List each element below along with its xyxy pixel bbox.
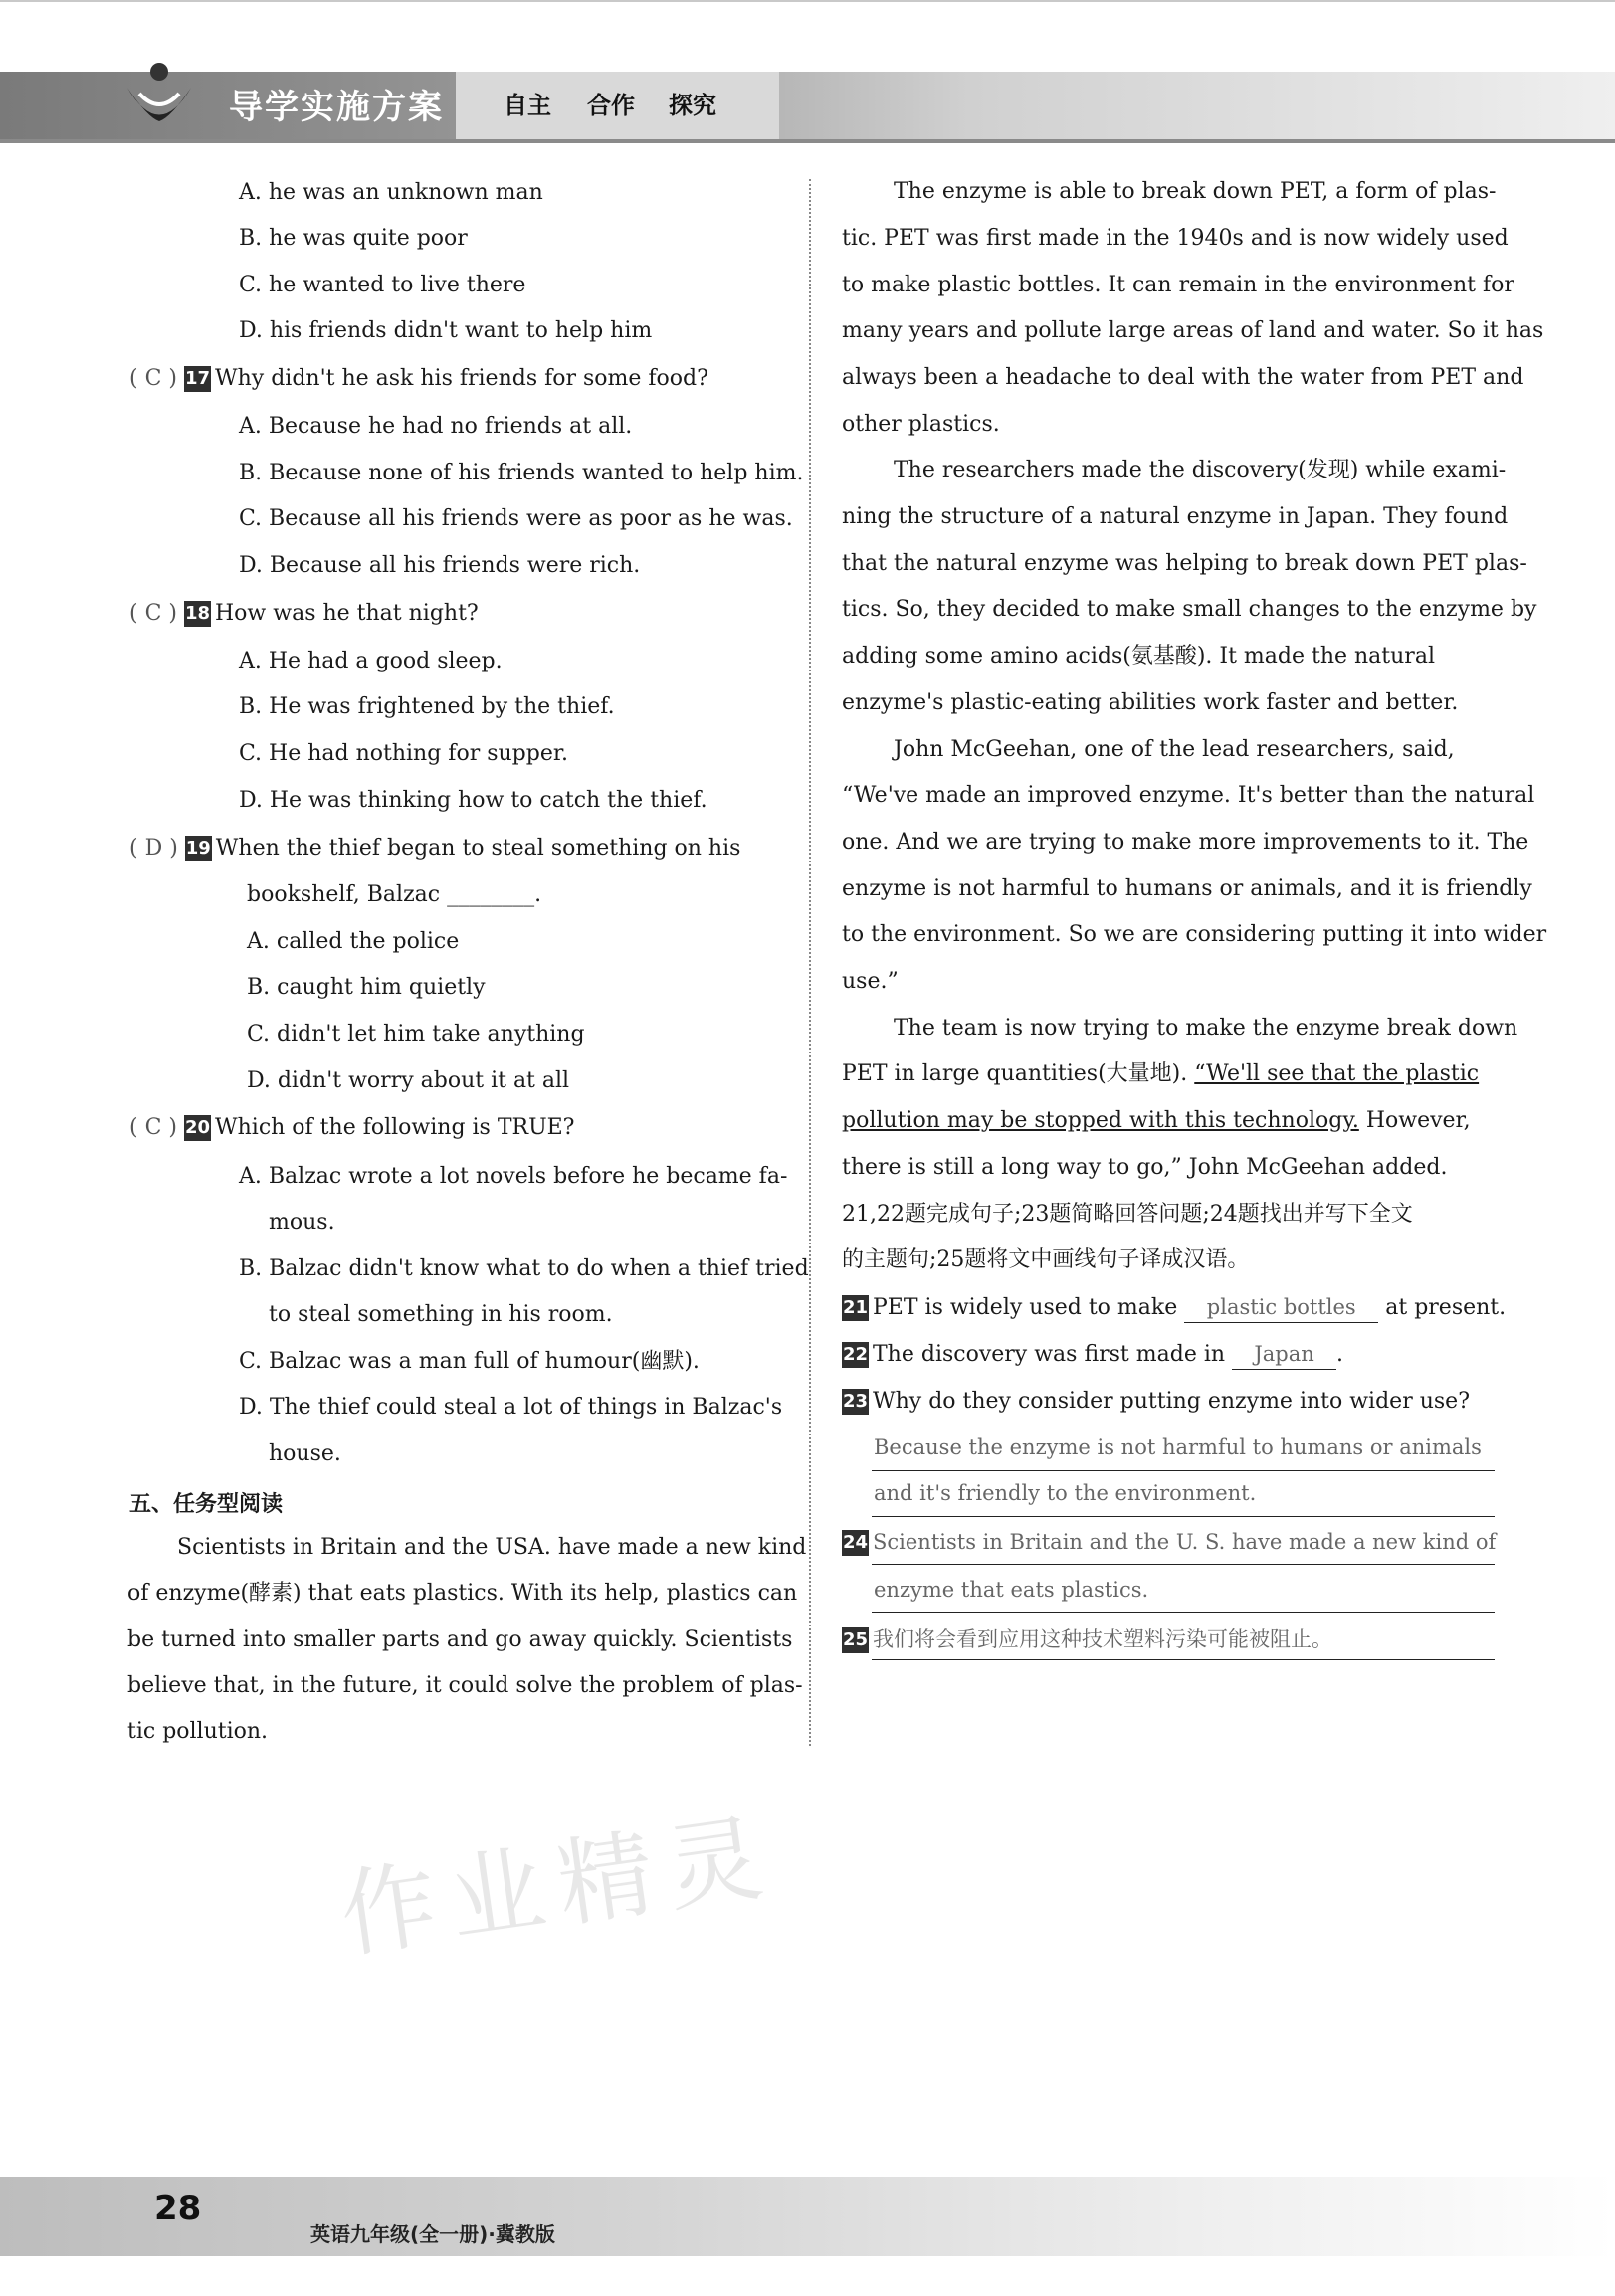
question-23 xyxy=(842,1387,1470,1417)
question-number: 20 xyxy=(184,1115,211,1141)
right-passage-line: adding some amino acids(氨基酸). It made the natural xyxy=(842,644,1435,669)
q17-option-a: A. Because he had no friends at all. xyxy=(239,414,633,439)
q16-option-a: A. he was an unknown man xyxy=(239,180,543,205)
q23-answer-line2: and it's friendly to the environment. xyxy=(874,1481,1257,1505)
tag-self-study: 自主 xyxy=(504,92,551,119)
question-17 xyxy=(129,364,708,394)
tag-cooperation: 合作 xyxy=(587,92,635,119)
question-text: at present. xyxy=(1385,1295,1507,1320)
answer-mark: ( C ) xyxy=(129,366,177,391)
right-passage-line: always been a headache to deal with the water from PET and xyxy=(842,365,1524,390)
header-tags xyxy=(456,72,779,141)
question-number: 21 xyxy=(842,1295,869,1321)
question-25 xyxy=(842,1625,1332,1655)
question-text: Why didn't he ask his friends for some food? xyxy=(215,366,708,391)
right-passage-line: other plastics. xyxy=(842,412,1000,437)
q20-option-b: B. Balzac didn't know what to do when a thief tried xyxy=(239,1256,809,1281)
answer-rule xyxy=(872,1516,1495,1517)
question-number: 19 xyxy=(185,836,212,861)
underlined-sentence: pollution may be stopped with this technology. xyxy=(842,1108,1359,1133)
answer-rule xyxy=(872,1564,1495,1565)
right-passage-line: there is still a long way to go,” John McGeehan added. xyxy=(842,1155,1448,1180)
section-5-title: 五、任务型阅读 xyxy=(129,1492,284,1517)
answer-rule xyxy=(872,1659,1495,1660)
plain-text: However, xyxy=(1365,1108,1471,1133)
footer-band xyxy=(0,2177,1615,2256)
q24-answer-line1: Scientists in Britain and the U. S. have made a new kind of xyxy=(873,1530,1497,1554)
right-passage-line: many years and pollute large areas of land and water. So it has xyxy=(842,318,1544,343)
answer-blank: Japan xyxy=(1232,1339,1336,1370)
q20-option-d-cont: house. xyxy=(269,1441,341,1466)
answer-rule xyxy=(872,1470,1495,1471)
right-passage-line: to the environment. So we are considering putting it into wider xyxy=(842,922,1547,947)
top-border xyxy=(0,0,1615,2)
right-passage-line: The researchers made the discovery(发现) while exami- xyxy=(894,458,1507,482)
q20-option-d: D. The thief could steal a lot of things in Balzac's xyxy=(239,1395,783,1420)
right-passage-line: “We've made an improved enzyme. It's better than the natural xyxy=(842,783,1535,808)
q19-option-d: D. didn't worry about it at all xyxy=(247,1068,570,1093)
question-text: Which of the following is TRUE? xyxy=(215,1115,575,1140)
question-22 xyxy=(842,1339,1343,1370)
q17-option-c: C. Because all his friends were as poor as he was. xyxy=(239,506,793,531)
answer-mark: ( C ) xyxy=(129,601,177,626)
q20-option-c: C. Balzac was a man full of humour(幽默). xyxy=(239,1349,700,1374)
right-passage-line: tics. So, they decided to make small changes to the enzyme by xyxy=(842,597,1537,622)
question-number: 18 xyxy=(184,601,211,627)
question-24 xyxy=(842,1527,1496,1558)
question-text: When the thief began to steal something on his xyxy=(215,836,741,861)
question-text: . xyxy=(1336,1342,1344,1367)
answer-rule xyxy=(872,1612,1495,1613)
left-passage-line: of enzyme(酵素) that eats plastics. With its help, plastics can xyxy=(127,1581,798,1606)
q20-option-a: A. Balzac wrote a lot novels before he became fa- xyxy=(239,1164,788,1189)
question-text: Why do they consider putting enzyme into wider use? xyxy=(873,1389,1470,1414)
question-number: 23 xyxy=(842,1389,869,1415)
right-passage-line: use.” xyxy=(842,969,899,994)
left-passage-line: Scientists in Britain and the USA. have made a new kind xyxy=(177,1535,807,1560)
question-text: PET is widely used to make xyxy=(873,1295,1178,1320)
q19-text-line2: bookshelf, Balzac ________. xyxy=(247,882,542,907)
page-number: 28 xyxy=(154,2189,202,2228)
question-text: The discovery was first made in xyxy=(873,1342,1226,1367)
q17-option-b: B. Because none of his friends wanted to help him. xyxy=(239,461,804,485)
right-passage-line: enzyme is not harmful to humans or animals, and it is friendly xyxy=(842,876,1532,901)
right-passage-line: tic. PET was first made in the 1940s and is now widely used xyxy=(842,226,1509,251)
answer-mark: ( C ) xyxy=(129,1115,177,1140)
underlined-sentence: “We'll see that the plastic xyxy=(1194,1061,1480,1086)
right-passage-line: ning the structure of a natural enzyme in Japan. They found xyxy=(842,504,1509,529)
q20-option-a-cont: mous. xyxy=(269,1210,335,1235)
right-passage-line: one. And we are trying to make more improvements to it. The xyxy=(842,830,1529,855)
right-passage-line: The enzyme is able to break down PET, a form of plas- xyxy=(894,179,1497,204)
tag-exploration: 探究 xyxy=(669,92,716,119)
plain-text: PET in large quantities(大量地). xyxy=(842,1061,1188,1086)
question-21 xyxy=(842,1292,1506,1323)
q18-option-a: A. He had a good sleep. xyxy=(239,649,503,673)
q25-answer: 我们将会看到应用这种技术塑料污染可能被阻止。 xyxy=(873,1627,1332,1651)
q16-option-b: B. he was quite poor xyxy=(239,226,468,251)
right-passage-line: The team is now trying to make the enzyme break down xyxy=(894,1016,1518,1041)
question-text: How was he that night? xyxy=(215,601,479,626)
right-passage-line: to make plastic bottles. It can remain in the environment for xyxy=(842,273,1514,297)
question-19 xyxy=(129,834,740,863)
left-passage-line: be turned into smaller parts and go away quickly. Scientists xyxy=(127,1627,793,1652)
right-passage-underlined-line1 xyxy=(842,1059,1479,1089)
q16-option-c: C. he wanted to live there xyxy=(239,273,526,297)
header-title: 导学实施方案 xyxy=(229,88,444,127)
header-underline xyxy=(0,139,1615,143)
task-instructions-line2: 的主题句;25题将文中画线句子译成汉语。 xyxy=(842,1247,1250,1272)
q18-option-b: B. He was frightened by the thief. xyxy=(239,694,615,719)
question-20 xyxy=(129,1113,574,1143)
right-passage-line: John McGeehan, one of the lead researchers, said, xyxy=(894,737,1455,762)
q17-option-d: D. Because all his friends were rich. xyxy=(239,553,641,578)
answer-blank: plastic bottles xyxy=(1184,1292,1378,1323)
column-divider xyxy=(809,179,811,1746)
right-passage-line: enzyme's plastic-eating abilities work faster and better. xyxy=(842,690,1459,715)
left-passage-line: believe that, in the future, it could solve the problem of plas- xyxy=(127,1673,803,1698)
question-18 xyxy=(129,599,479,629)
q23-answer-line1: Because the enzyme is not harmful to humans or animals xyxy=(874,1435,1482,1459)
right-passage-underlined-line2 xyxy=(842,1106,1471,1136)
answer-mark: ( D ) xyxy=(129,836,178,861)
q19-option-c: C. didn't let him take anything xyxy=(247,1022,585,1047)
q24-answer-line2: enzyme that eats plastics. xyxy=(874,1578,1149,1602)
left-passage-line: tic pollution. xyxy=(127,1719,269,1744)
task-instructions-line1: 21,22题完成句子;23题简略回答问题;24题找出并写下全文 xyxy=(842,1202,1413,1227)
question-number: 25 xyxy=(842,1627,869,1653)
q18-option-d: D. He was thinking how to catch the thief. xyxy=(239,788,707,813)
watermark: 作业精灵 xyxy=(333,1800,783,1973)
right-passage-line: that the natural enzyme was helping to break down PET plas- xyxy=(842,551,1527,576)
reader-logo-icon xyxy=(119,58,199,141)
book-title: 英语九年级(全一册)·冀教版 xyxy=(310,2222,555,2246)
question-number: 24 xyxy=(842,1530,869,1556)
question-number: 22 xyxy=(842,1342,869,1368)
q20-option-b-cont: to steal something in his room. xyxy=(269,1302,613,1327)
question-number: 17 xyxy=(184,366,211,392)
q18-option-c: C. He had nothing for supper. xyxy=(239,741,568,766)
q19-option-a: A. called the police xyxy=(247,929,460,954)
q16-option-d: D. his friends didn't want to help him xyxy=(239,318,653,343)
q19-option-b: B. caught him quietly xyxy=(247,975,486,1000)
